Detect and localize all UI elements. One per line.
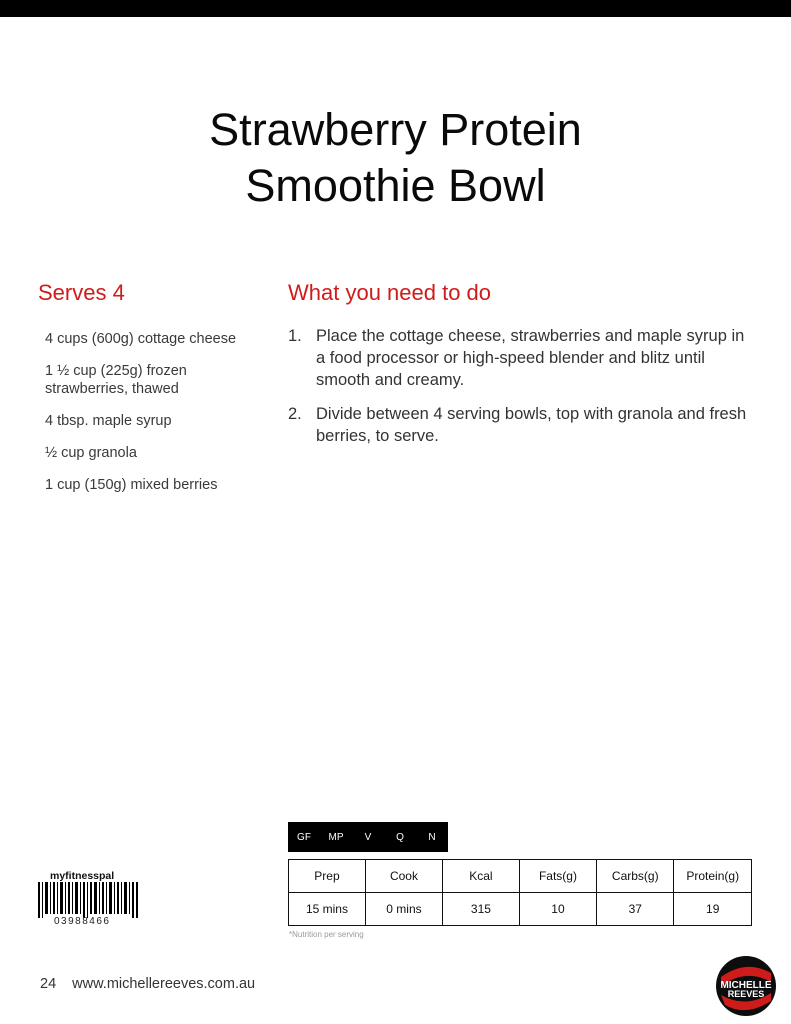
title-line-2: Smoothie Bowl: [245, 160, 546, 211]
nutrition-header: Kcal: [442, 860, 519, 893]
ingredient-item: 1 ½ cup (225g) frozen strawberries, thawed: [45, 363, 187, 397]
nutrition-value: 15 mins: [289, 893, 366, 926]
nutrition-value-row: [289, 893, 752, 926]
ingredient-item: 4 cups (600g) cottage cheese: [45, 331, 237, 347]
step-text: Place the cottage cheese, strawberries and maple syrup in a food processor or high-speed blender and blitz until smooth and creamy.: [316, 327, 745, 389]
nutrition-header: Prep: [289, 860, 366, 893]
barcode-number: 03988466: [54, 916, 111, 927]
step-number: 1.: [288, 327, 302, 345]
method-steps: [288, 325, 758, 459]
nutrition-note: *Nutrition per serving: [289, 930, 364, 939]
nutrition-header: Fats(g): [519, 860, 596, 893]
nutrition-header: Protein(g): [674, 860, 752, 893]
ingredient-list: [45, 330, 270, 508]
recipe-title: [0, 102, 791, 214]
myfitnesspal-label: myfitnesspal: [50, 870, 115, 882]
diet-tag-gf: GF: [297, 831, 311, 843]
top-bar: [0, 0, 791, 17]
nutrition-table: [288, 859, 752, 926]
nutrition-header: Cook: [365, 860, 442, 893]
nutrition-value: 10: [519, 893, 596, 926]
method-step: [288, 403, 758, 447]
title-line-1: Strawberry Protein: [209, 104, 582, 155]
nutrition-header: Carbs(g): [597, 860, 674, 893]
step-text: Divide between 4 serving bowls, top with granola and fresh berries, to serve.: [316, 405, 747, 445]
nutrition-value: 37: [597, 893, 674, 926]
method-heading: What you need to do: [288, 280, 492, 305]
method-step: [288, 325, 758, 391]
barcode-icon[interactable]: [38, 882, 138, 918]
nutrition-value: 19: [674, 893, 752, 926]
serves-heading: Serves 4: [38, 280, 125, 305]
step-number: 2.: [288, 405, 302, 423]
page-footer: [40, 976, 255, 992]
diet-tag-n: N: [428, 831, 436, 843]
page-number: 24: [40, 976, 57, 992]
diet-tag-v: V: [364, 831, 372, 843]
nutrition-value: 0 mins: [365, 893, 442, 926]
nutrition-value: 315: [442, 893, 519, 926]
nutrition-header-row: [289, 860, 752, 893]
ingredient-item: 4 tbsp. maple syrup: [45, 413, 172, 429]
logo-text-line2: REEVES: [727, 989, 765, 999]
logo-text-line1: MICHELLE: [720, 980, 772, 991]
michelle-reeves-logo: [715, 955, 777, 1017]
ingredient-item: ½ cup granola: [45, 445, 137, 461]
diet-tags: [288, 822, 448, 852]
website-link[interactable]: www.michellereeves.com.au: [72, 976, 256, 992]
ingredient-item: 1 cup (150g) mixed berries: [45, 477, 218, 493]
diet-tag-mp: MP: [328, 831, 344, 843]
diet-tag-q: Q: [396, 831, 404, 843]
